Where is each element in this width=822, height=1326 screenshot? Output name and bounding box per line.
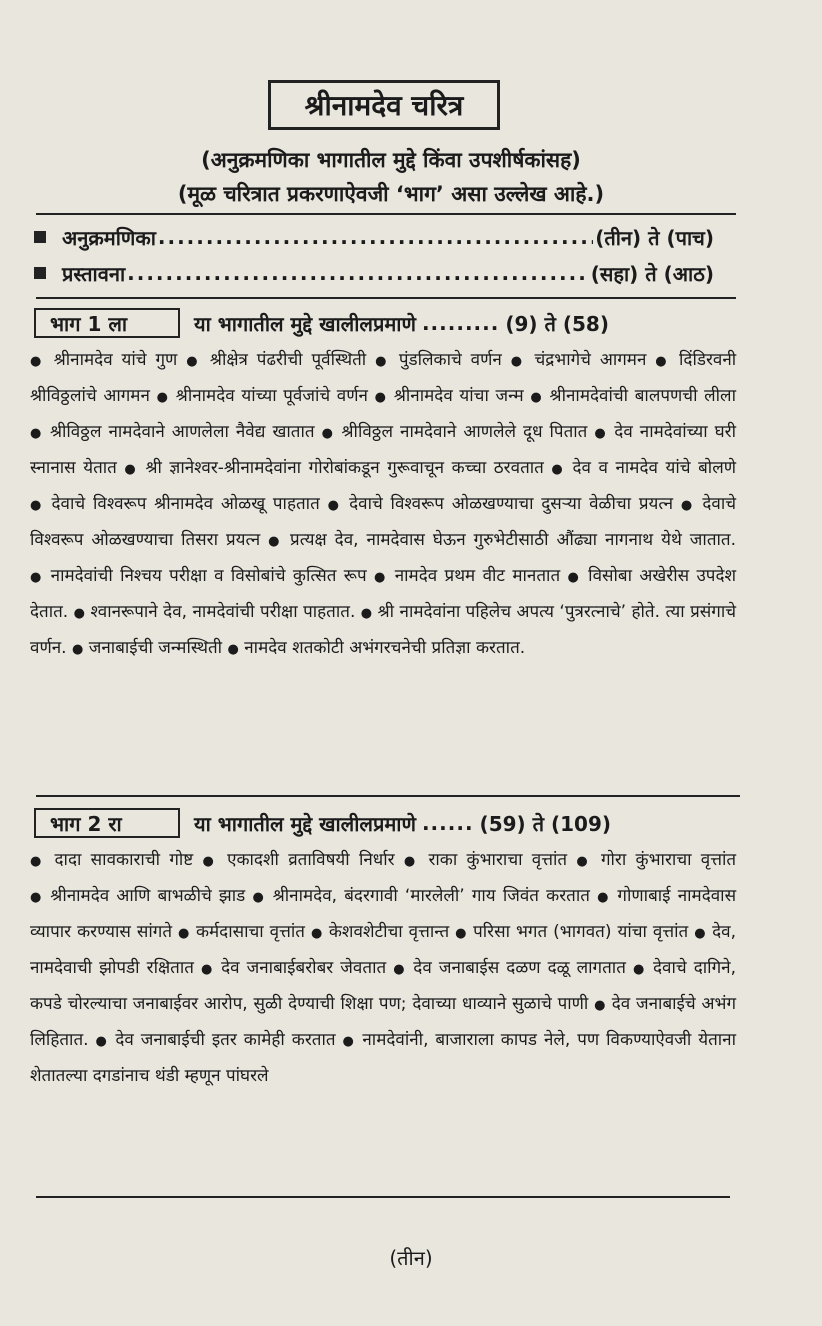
part-1-heading (34, 306, 722, 340)
dot-leader: ...... (421, 811, 474, 835)
bullet-icon: ● (30, 498, 44, 513)
bullet-icon: ● (30, 890, 44, 905)
part-heading-text: या भागातील मुद्दे खालीलप्रमाणे (194, 811, 416, 836)
part-page-range: (59) ते (109) (479, 811, 612, 836)
divider (36, 1196, 730, 1198)
topic-item: देव नामदेवांच्या घरी स्नानास येतात (30, 422, 737, 478)
topic-item: नामदेवांची निश्चय परीक्षा व विसोबांचे कुत्सित रूप (50, 566, 367, 586)
bullet-icon: ● (455, 926, 468, 941)
bullet-icon: ● (252, 890, 266, 905)
topic-item: कर्मदासाचा वृत्तांत (195, 922, 305, 942)
bullet-icon: ● (510, 354, 526, 369)
bullet-icon: ● (374, 570, 388, 585)
topic-item: श्रीनामदेव, बंदरगावी ‘मारलेली’ गाय जिवंत करतात (272, 886, 590, 906)
bullet-icon: ● (30, 426, 43, 441)
topic-item: श्रीनामदेव यांचे गुण (53, 350, 178, 370)
bullet-icon: ● (202, 854, 218, 869)
topic-item: श्रीक्षेत्र पंढरीची पूर्वस्थिती (209, 350, 367, 370)
topic-item: गोरा कुंभाराचा वृत्तांत (600, 850, 737, 870)
topic-item: विसोबा अखेरीस उपदेश देतात. (30, 566, 737, 622)
entry-name: अनुक्रमणिका (62, 225, 156, 250)
topic-item: श्वानरूपाने देव, नामदेवांची परीक्षा पाहतात. (90, 602, 356, 622)
bullet-icon: ● (30, 570, 44, 585)
bullet-icon: ● (186, 354, 202, 369)
topic-item: चंद्रभागेचे आगमन (534, 350, 647, 370)
part-label-box (34, 308, 180, 338)
index-entry (34, 220, 714, 254)
part-2-heading (34, 806, 722, 840)
divider (36, 795, 740, 797)
topic-item: जनाबाईची जन्मस्थिती (88, 638, 223, 658)
topic-item: देव जनाबाईची इतर कामेही करतात (115, 1030, 336, 1050)
bullet-icon: ● (594, 426, 608, 441)
part-1-topics (30, 343, 736, 667)
topic-item: श्री नामदेवांना पहिलेच अपत्य ‘पुत्ररत्नाचे’ होते. त्या प्रसंगाचे वर्णन. (30, 602, 737, 658)
subtitle-line-2: (मूळ चरित्रात प्रकरणाऐवजी ‘भाग’ असा उल्लेख आहे.) (177, 182, 605, 206)
bullet-icon: ● (567, 570, 581, 585)
topic-item: केशवशेटीचा वृत्तान्त (328, 922, 450, 942)
bullet-icon: ● (268, 534, 283, 549)
topic-item: श्रीनामदेव आणि बाभळीचे झाड (50, 886, 246, 906)
title-box (268, 80, 500, 130)
topic-item: देवाचे विश्वरूप श्रीनामदेव ओळखू पाहतात (51, 494, 320, 514)
bullet-icon: ● (156, 390, 170, 405)
part-label: भाग 2 रा (50, 811, 122, 836)
topic-item: राका कुंभाराचा वृत्तांत (428, 850, 568, 870)
topic-item: प्रत्यक्ष देव, नामदेवास घेऊन गुरुभेटीसाठी औंढ्या नागनाथ येथे जातात. (290, 530, 737, 550)
square-bullet-icon (34, 231, 46, 243)
preface-entry (34, 256, 714, 290)
dot-leader: ......... (421, 311, 500, 335)
topic-item: देव जनाबाईचे अभंग लिहितात. (30, 994, 737, 1050)
part-page-range: (9) ते (58) (505, 311, 609, 336)
entry-range: (सहा) ते (आठ) (590, 261, 714, 286)
topic-item: परिसा भगत (भागवत) यांचा वृत्तांत (473, 922, 689, 942)
topic-item: देव, नामदेवाची झोपडी रक्षितात (30, 922, 736, 978)
bullet-icon: ● (680, 498, 695, 513)
bullet-icon: ● (95, 1034, 109, 1049)
bullet-icon: ● (178, 926, 190, 941)
bullet-icon: ● (393, 962, 407, 977)
topic-item: नामदेव प्रथम वीट मानतात (394, 566, 561, 586)
bullet-icon: ● (201, 962, 215, 977)
bullet-icon: ● (597, 890, 611, 905)
topic-item: दादा सावकाराची गोष्ट (54, 850, 194, 870)
bullet-icon: ● (342, 1034, 356, 1049)
bullet-icon: ● (321, 426, 335, 441)
page-number: (तीन) (389, 1246, 433, 1270)
bullet-icon: ● (374, 390, 388, 405)
topic-item: नामदेवांनी, बाजाराला कापड नेले, पण विकण्याऐवजी येताना शेतातल्या दगडांनाच थंडी म्हणून पांघरले (30, 1030, 737, 1086)
topic-item: देव जनाबाईबरोबर जेवतात (221, 958, 387, 978)
bullet-icon: ● (375, 354, 390, 369)
bullet-icon: ● (694, 926, 707, 941)
topic-item: गोणाबाई नामदेवास व्यापार करण्यास सांगते (30, 886, 737, 942)
topic-item: देव व नामदेव यांचे बोलणे (572, 458, 737, 478)
bullet-icon: ● (124, 462, 138, 477)
topic-item: श्रीनामदेव यांच्या पूर्वजांचे वर्णन (175, 386, 368, 406)
topic-item: देवाचे विश्वरूप ओळखण्याचा दुसऱ्या वेळीचा प्रयत्न (349, 494, 674, 514)
dot-leader (158, 225, 593, 249)
part-heading-text: या भागातील मुद्दे खालीलप्रमाणे (194, 311, 416, 336)
bullet-icon: ● (576, 854, 592, 869)
divider (36, 297, 736, 299)
subtitle-line-1: (अनुक्रमणिका भागातील मुद्दे किंवा उपशीर्षकांसह) (201, 148, 581, 172)
dot-leader (127, 261, 589, 285)
bullet-icon: ● (655, 354, 671, 369)
topic-item: श्रीनामदेव यांचा जन्म (393, 386, 524, 406)
bullet-icon: ● (632, 962, 646, 977)
bullet-icon: ● (30, 354, 45, 369)
entry-range: (तीन) ते (पाच) (595, 225, 714, 250)
bullet-icon: ● (360, 606, 373, 621)
bullet-icon: ● (227, 642, 239, 657)
topic-item: श्रीविठ्ठल नामदेवाने आणलेला नैवेद्य खातात (49, 422, 315, 442)
bullet-icon: ● (594, 998, 606, 1013)
square-bullet-icon (34, 267, 46, 279)
part-2-topics (30, 843, 736, 1093)
topic-item: पुंडलिकाचे वर्णन (398, 350, 502, 370)
topic-item: दिंडिरवनी श्रीविठ्ठलांचे आगमन (30, 350, 737, 406)
topic-item: श्रीनामदेवांची बालपणची लीला (549, 386, 736, 406)
topic-item: नामदेव शतकोटी अभंगरचनेची प्रतिज्ञा करतात. (244, 638, 526, 658)
bullet-icon: ● (30, 854, 46, 869)
entry-name: प्रस्तावना (62, 261, 126, 286)
part-label-box (34, 808, 180, 838)
topic-item: देवाचे दागिने, कपडे चोरल्याचा जनाबाईवर आरोप, सुळी देण्याची शिक्षा पण; देवाच्या धाव्याने सुळाचे पाणी (30, 958, 736, 1014)
bullet-icon: ● (310, 926, 323, 941)
bullet-icon: ● (403, 854, 420, 869)
bullet-icon: ● (551, 462, 565, 477)
bullet-icon: ● (72, 642, 84, 657)
part-label: भाग 1 ला (50, 311, 128, 336)
topic-item: श्रीविठ्ठल नामदेवाने आणलेले दूध पितात (341, 422, 588, 442)
topic-item: श्री ज्ञानेश्वर-श्रीनामदेवांना गोरोबांकडून गुरूवाचून कच्चा ठरवतात (145, 458, 544, 478)
page-title: श्रीनामदेव चरित्र (304, 89, 464, 122)
topic-item: देवाचे विश्वरूप ओळखण्याचा तिसरा प्रयत्न (30, 494, 737, 550)
topic-item: देव जनाबाईस दळण दळू लागतात (413, 958, 626, 978)
bullet-icon: ● (327, 498, 342, 513)
divider (36, 213, 736, 215)
bullet-icon: ● (73, 606, 86, 621)
bullet-icon: ● (530, 390, 543, 405)
topic-item: एकादशी व्रताविषयी निर्धार (227, 850, 395, 870)
